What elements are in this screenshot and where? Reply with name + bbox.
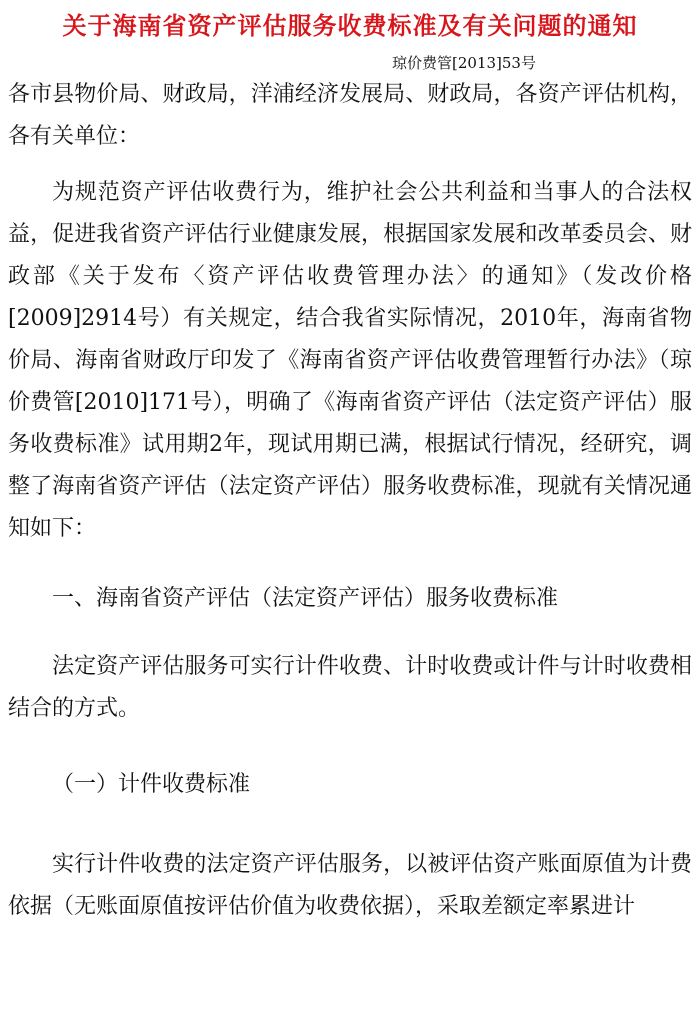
fee-method-paragraph: 法定资产评估服务可实行计件收费、计时收费或计件与计时收费相结合的方式。 — [8, 654, 692, 721]
document-body — [8, 74, 692, 928]
section-heading-1: 一、海南省资产评估（法定资产评估）服务收费标准 — [52, 586, 559, 611]
addressee: 各市县物价局、财政局，洋浦经济发展局、财政局，各资产评估机构，各有关单位： — [8, 82, 692, 149]
piece-fee-paragraph: 实行计件收费的法定资产评估服务，以被评估资产账面原值为计费依据（无账面原值按评估价值为收费依据），采取差额定率累进计 — [8, 852, 692, 919]
subsection-heading-1: （一）计件收费标准 — [52, 772, 251, 797]
document-title: 关于海南省资产评估服务收费标准及有关问题的通知 — [62, 11, 638, 40]
intro-paragraph: 为规范资产评估收费行为，维护社会公共利益和当事人的合法权益，促进我省资产评估行业健康发展，根据国家发展和改革委员会、财政部《关于发布〈资产评估收费管理办法〉的通知》（发改价格[2009]2914号）有关规定，结合我省实际情况，2010年，海南省物价局、海南省财政厅印发了《海南省资产评估收费管理暂行办法》（琼价费管[2010]171号），明确了《海南省资产评估（法定资产评估）服务收费标准》试用期2年，现试用期已满，根据试行情况，经研究，调整了海南省资产评估（法定资产评估）服务收费标准，现就有关情况通知如下： — [8, 180, 692, 541]
document-number: 琼价费管[2013]53号 — [392, 54, 536, 72]
